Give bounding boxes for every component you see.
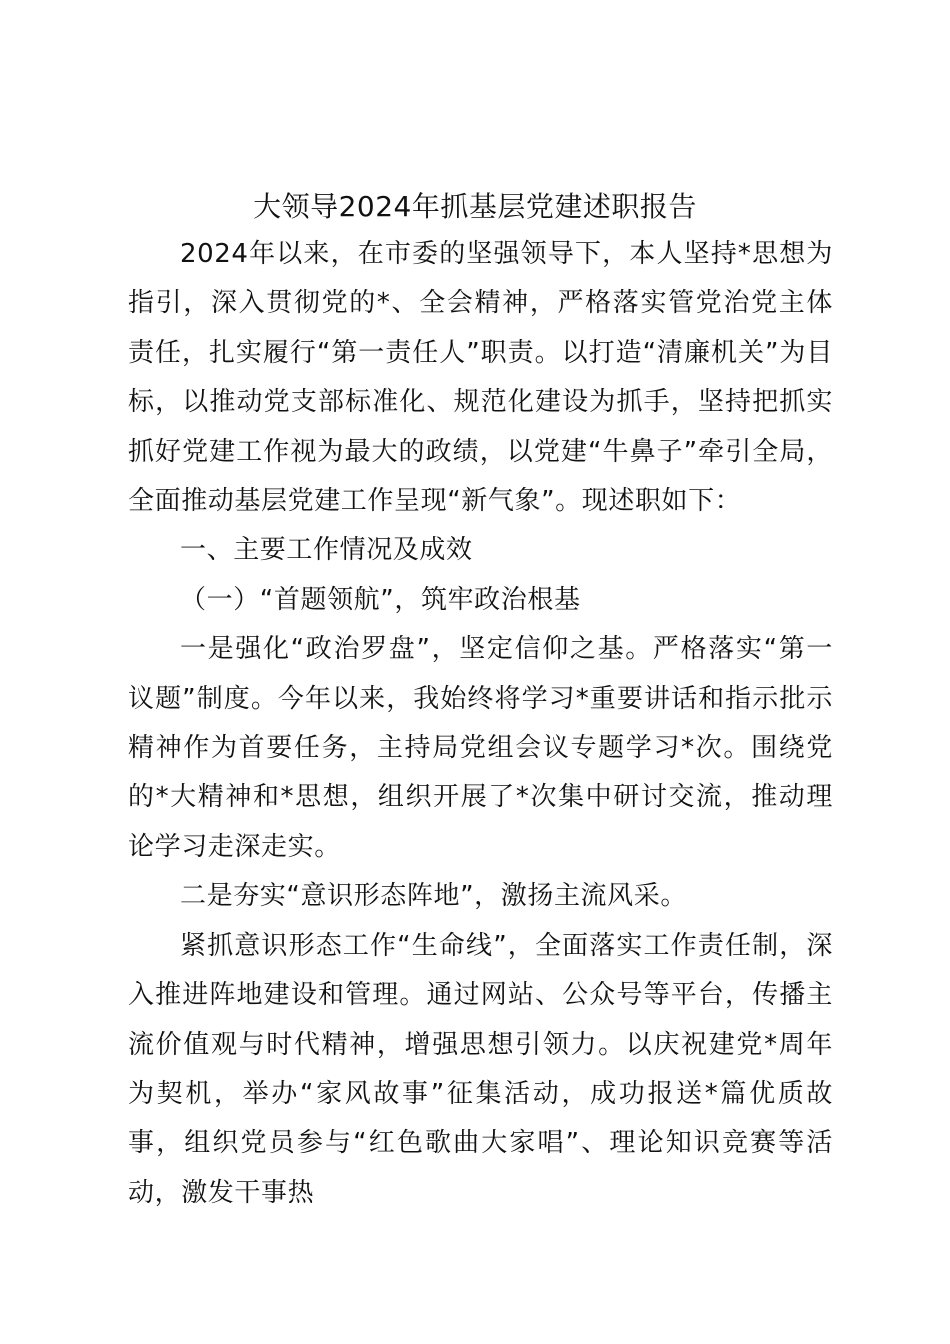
section-heading: 一、主要工作情况及成效 [180,535,473,566]
intro-paragraph: 2024年以来，在市委的坚强领导下，本人坚持*思想为指引，深入贯彻党的*、全会精神，严格落实管党治党主体责任，扎实履行“第一责任人”职责。以打造“清廉机关”为目标，以推动党支部标准化、规范化建设为抓手，坚持把抓实抓好党建工作视为最大的政绩，以党建“牛鼻子”牵引全局，全面推动基层党建工作呈现“新气象”。现述职如下： [128,239,833,517]
document-body [128,230,833,1218]
point-heading: 二是夯实“意识形态阵地”，激扬主流风采。 [180,881,687,912]
body-paragraph: 一是强化“政治罗盘”，坚定信仰之基。严格落实“第一议题”制度。今年以来，我始终将学习*重要讲话和指示批示精神作为首要任务，主持局党组会议专题学习*次。围绕党的*大精神和*思想，组织开展了*次集中研讨交流，推动理论学习走深走实。 [128,634,833,862]
subsection-heading: （一）“首题领航”，筑牢政治根基 [180,584,581,615]
body-paragraph: 紧抓意识形态工作“生命线”，全面落实工作责任制，深入推进阵地建设和管理。通过网站、公众号等平台，传播主流价值观与时代精神，增强思想引领力。以庆祝建党*周年为契机，举办“家风故事”征集活动，成功报送*篇优质故事，组织党员参与“红色歌曲大家唱”、理论知识竞赛等活动，激发干事热 [128,930,833,1208]
document-title: 大领导2024年抓基层党建述职报告 [253,190,697,223]
